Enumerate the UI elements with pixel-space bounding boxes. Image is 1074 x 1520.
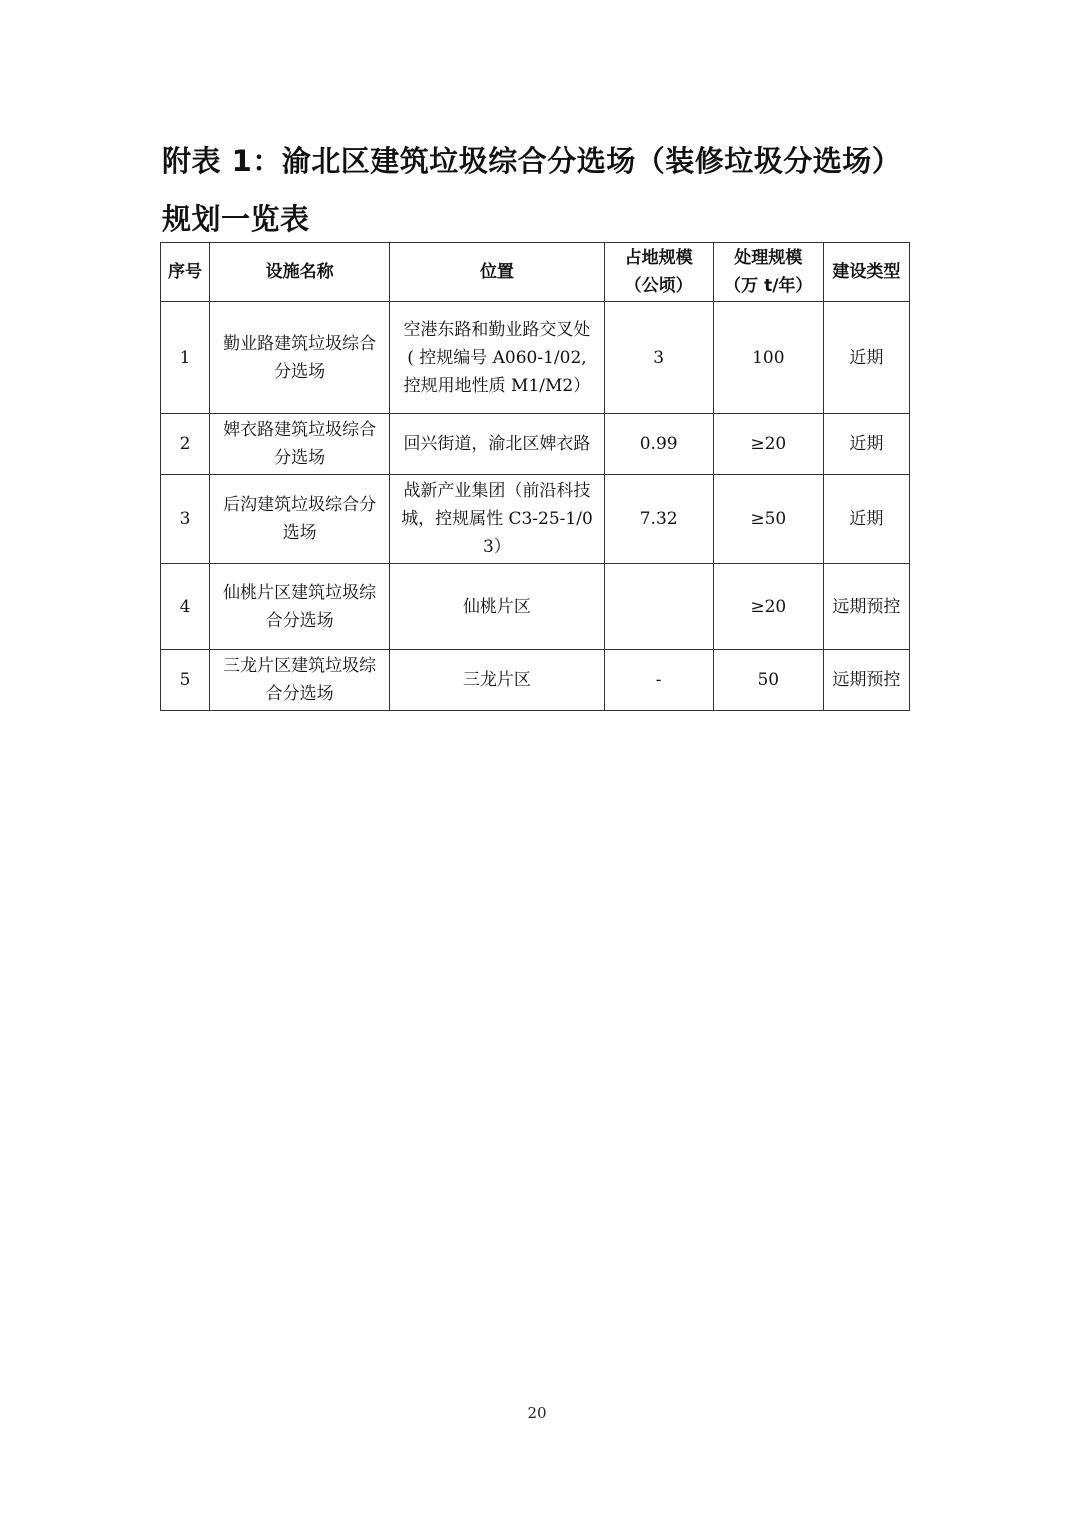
cell-capacity: ≥20 xyxy=(713,564,823,650)
cell-type: 近期 xyxy=(823,475,909,564)
table-row xyxy=(161,650,910,711)
facility-plan-table xyxy=(160,242,910,711)
table-row xyxy=(161,564,910,650)
document-title: 附表 1：渝北区建筑垃圾综合分选场（装修垃圾分选场）规划一览表 xyxy=(162,144,902,236)
cell-index: 5 xyxy=(161,650,210,711)
cell-capacity: 50 xyxy=(713,650,823,711)
cell-name: 三龙片区建筑垃圾综合分选场 xyxy=(210,650,390,711)
cell-area: 0.99 xyxy=(604,414,713,475)
header-area: 占地规模（公顷） xyxy=(604,243,713,302)
cell-type: 近期 xyxy=(823,414,909,475)
cell-area xyxy=(604,564,713,650)
cell-type: 远期预控 xyxy=(823,564,909,650)
cell-location: 战新产业集团（前沿科技城，控规属性 C3-25-1/03） xyxy=(390,475,604,564)
page-number: 20 xyxy=(527,1404,547,1422)
cell-name: 婢衣路建筑垃圾综合分选场 xyxy=(210,414,390,475)
cell-index: 3 xyxy=(161,475,210,564)
cell-type: 近期 xyxy=(823,302,909,414)
table-row xyxy=(161,302,910,414)
cell-index: 1 xyxy=(161,302,210,414)
cell-capacity: 100 xyxy=(713,302,823,414)
cell-location: 空港东路和勤业路交叉处( 控规编号 A060-1/02, 控规用地性质 M1/M2） xyxy=(390,302,604,414)
cell-location: 回兴街道，渝北区婢衣路 xyxy=(390,414,604,475)
header-name: 设施名称 xyxy=(210,243,390,302)
cell-area: 3 xyxy=(604,302,713,414)
header-type: 建设类型 xyxy=(823,243,909,302)
cell-capacity: ≥20 xyxy=(713,414,823,475)
cell-type: 远期预控 xyxy=(823,650,909,711)
cell-index: 2 xyxy=(161,414,210,475)
table-row xyxy=(161,414,910,475)
table-header-row xyxy=(161,243,910,302)
header-capacity: 处理规模（万 t/年） xyxy=(713,243,823,302)
cell-location: 仙桃片区 xyxy=(390,564,604,650)
cell-area: - xyxy=(604,650,713,711)
cell-name: 后沟建筑垃圾综合分选场 xyxy=(210,475,390,564)
cell-location: 三龙片区 xyxy=(390,650,604,711)
header-location: 位置 xyxy=(390,243,604,302)
cell-capacity: ≥50 xyxy=(713,475,823,564)
cell-index: 4 xyxy=(161,564,210,650)
cell-name: 勤业路建筑垃圾综合分选场 xyxy=(210,302,390,414)
header-index: 序号 xyxy=(161,243,210,302)
cell-name: 仙桃片区建筑垃圾综合分选场 xyxy=(210,564,390,650)
cell-area: 7.32 xyxy=(604,475,713,564)
table-row xyxy=(161,475,910,564)
